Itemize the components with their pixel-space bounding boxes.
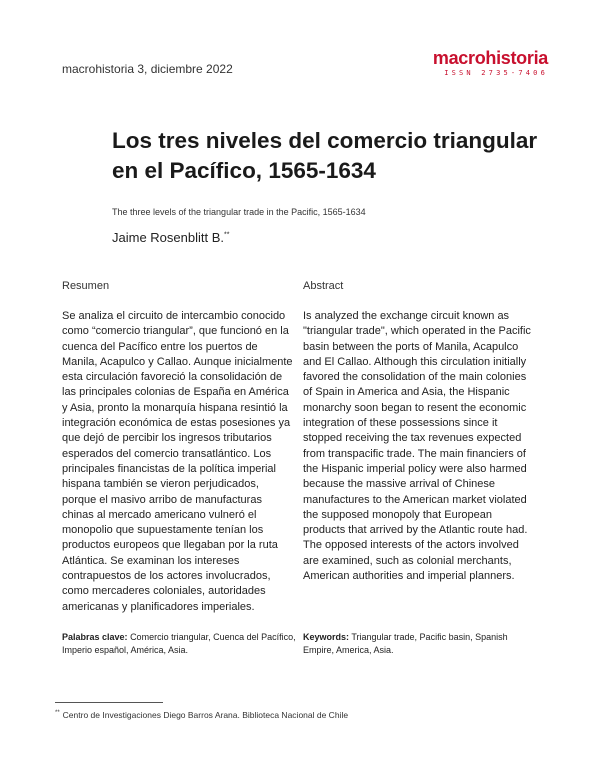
- author: [112, 230, 229, 245]
- resumen-body: Se analiza el circuito de intercambio conocido como “comercio triangular”, que funcionó en la cuenca del Pacífico entre los puertos de Manila, Acapulco y Callao. Aunque inicialmente esta circulación favoreció la consolidación de las principales colonias de España en América y Asia, pronto la monarquía hispana resintió la integración económica de estas posesiones ya que dejó de percibir los ingresos tributarios esperados del comercio transatlántico. Los principales financistas de la política imperial hispana también se vieron perjudicados, porque el masivo arribo de manufacturas chinas al mercado americano vulneró el monopolio que supuestamente tenían los productos europeos que llegaban por la ruta Atlántica. Se examinan los intereses contrapuestos de los actores involucrados, como mercaderes coloniales, autoridades americanas y planificadores imperiales.: [62, 310, 293, 613]
- logo-tagline: ISSN 2735-7406: [444, 69, 548, 77]
- footnote-text: Centro de Investigaciones Diego Barros Arana. Biblioteca Nacional de Chile: [62, 710, 349, 720]
- palabras-clave-list: Comercio triangular, Cuenca del Pacífico, Imperio español, América, Asia.: [62, 632, 296, 655]
- keywords-list: Triangular trade, Pacific basin, Spanish Empire, America, Asia.: [303, 632, 508, 655]
- logo-name: macrohistoria: [432, 48, 548, 68]
- keywords-label: Keywords:: [303, 632, 350, 642]
- footnote: [55, 710, 348, 720]
- author-footnote-mark[interactable]: **: [224, 231, 230, 239]
- keywords: [303, 631, 539, 656]
- resumen-heading: Resumen: [62, 280, 110, 292]
- footnote-mark: **: [55, 710, 60, 717]
- journal-issue: macrohistoria 3, diciembre 2022: [62, 62, 233, 76]
- article-subtitle-en: The three levels of the triangular trade in the Pacific, 1565-1634: [112, 207, 366, 217]
- author-name: Jaime Rosenblitt B.: [112, 230, 224, 245]
- palabras-clave-label: Palabras clave:: [62, 632, 128, 642]
- journal-logo: [433, 48, 548, 77]
- abstract-body: Is analyzed the exchange circuit known as "triangular trade", which operated in the Pacific basin between the ports of Manila, Acapulco and El Callao. Although this circulation initially favored the consolidation of the main colonies of Spain in America and Asia, the Hispanic monarchy soon began to resent the economic integration of these possessions since it stopped receiving the tax revenues expected from transpacific trade. The main financiers of the Hispanic imperial policy were also harmed because the massive arrival of Chinese manufactures to the American market violated the supposed monopoly that European products that arrived by the Atlantic route had. The opposed interests of the actors involved are examined, such as colonial merchants, American authorities and imperial planners.: [303, 310, 531, 583]
- abstract-heading: Abstract: [303, 280, 344, 292]
- footnote-divider: [55, 702, 163, 703]
- article-title: Los tres niveles del comercio triangular en el Pacífico, 1565-1634: [112, 128, 538, 183]
- palabras-clave: [62, 631, 298, 656]
